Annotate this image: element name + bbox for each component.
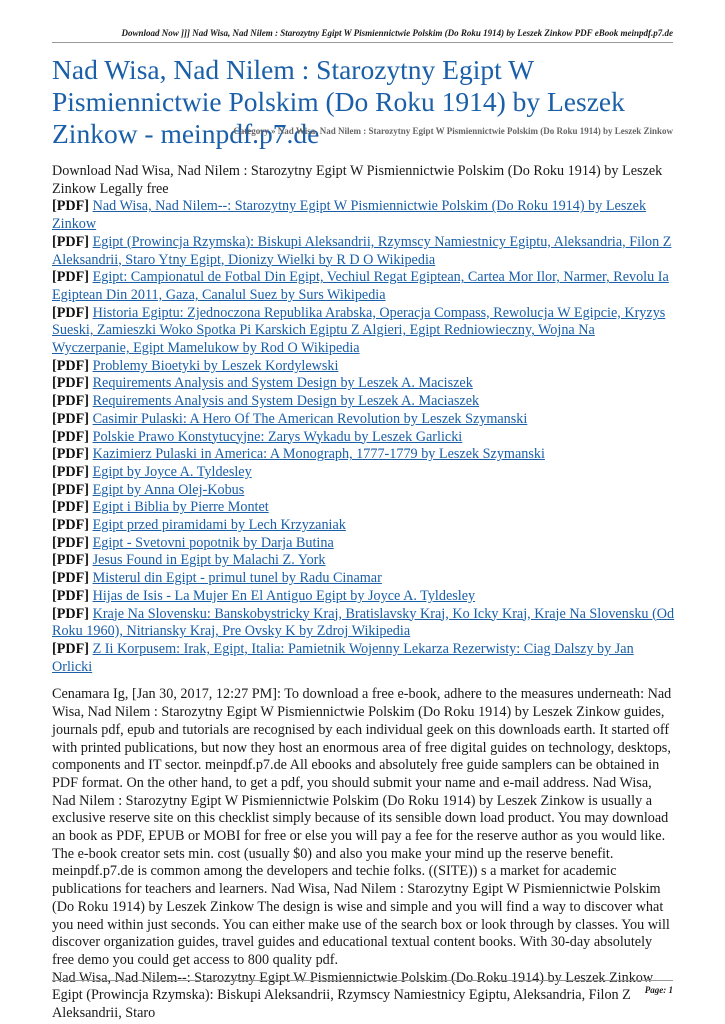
pdf-list-item bbox=[52, 393, 675, 411]
pdf-list-item bbox=[52, 446, 675, 464]
pdf-link[interactable]: Egipt by Anna Olej-Kobus bbox=[92, 481, 245, 498]
pdf-tag-label: [PDF] bbox=[52, 481, 90, 498]
pdf-link[interactable]: Jesus Found in Egipt by Malachi Z. York bbox=[92, 552, 326, 569]
pdf-link[interactable]: Nad Wisa, Nad Nilem--: Starozytny Egipt W Pismiennictwie Polskim (Do Roku 1914) by Leszek Zinkow bbox=[52, 198, 647, 233]
pdf-link[interactable]: Egipt by Joyce A. Tyldesley bbox=[92, 463, 252, 480]
pdf-list-item bbox=[52, 606, 675, 641]
page-title: Nad Wisa, Nad Nilem : Starozytny Egipt W Pismiennictwie Polskim (Do Roku 1914) by Leszek Zinkow - meinpdf.p7.de bbox=[52, 54, 625, 149]
pdf-list-item bbox=[52, 358, 675, 376]
pdf-list-item bbox=[52, 375, 675, 393]
pdf-tag-label: [PDF] bbox=[52, 410, 90, 427]
pdf-link[interactable]: Misterul din Egipt - primul tunel by Radu Cinamar bbox=[92, 570, 382, 587]
pdf-link-list bbox=[52, 198, 675, 676]
pdf-link[interactable]: Z Ii Korpusem: Irak, Egipt, Italia: Pamietnik Wojenny Lekarza Rezerwisty: Ciag Dalszy by Jan Orlicki bbox=[52, 640, 634, 675]
pdf-list-item bbox=[52, 234, 675, 269]
pdf-tag-label: [PDF] bbox=[52, 198, 90, 215]
pdf-list-item bbox=[52, 411, 675, 429]
pdf-tag-label: [PDF] bbox=[52, 269, 90, 286]
footer-divider bbox=[52, 980, 673, 981]
pdf-tag-label: [PDF] bbox=[52, 605, 90, 622]
pdf-tag-label: [PDF] bbox=[52, 552, 90, 569]
pdf-list-item bbox=[52, 429, 675, 447]
category-breadcrumb: Category » Nad Wisa, Nad Nilem : Starozytny Egipt W Pismiennictwie Polskim (Do Roku 1914) by Leszek Zinkow bbox=[233, 126, 673, 136]
pdf-tag-label: [PDF] bbox=[52, 304, 90, 321]
pdf-tag-label: [PDF] bbox=[52, 640, 90, 657]
pdf-link[interactable]: Kraje Na Slovensku: Banskobystricky Kraj, Bratislavsky Kraj, Ko Icky Kraj, Kraje Na Slovensku (Od Roku 1960), Nitriansky Kraj, Pre Ovsky K by Zdroj Wikipedia bbox=[52, 605, 675, 640]
pdf-tag-label: [PDF] bbox=[52, 499, 90, 516]
pdf-tag-label: [PDF] bbox=[52, 357, 90, 374]
pdf-link[interactable]: Hijas de Isis - La Mujer En El Antiguo Egipt by Joyce A. Tyldesley bbox=[92, 587, 476, 604]
pdf-tag-label: [PDF] bbox=[52, 570, 90, 587]
pdf-list-item bbox=[52, 588, 675, 606]
running-header: Download Now ]]] Nad Wisa, Nad Nilem : Starozytny Egipt W Pismiennictwie Polskim (Do Roku 1914) by Leszek Zinkow PDF eBook meinpdf.p7.de bbox=[121, 28, 673, 38]
pdf-list-item bbox=[52, 305, 675, 358]
body-paragraph: Cenamara Ig, [Jan 30, 2017, 12:27 PM]: To download a free e-book, adhere to the measures underneath: Nad Wisa, Nad Nilem : Starozytny Egipt W Pismiennictwie Polskim (Do Roku 1914) by Leszek Zinkow guides, journals pdf, epub and tutorials are recognised by each individual geek on this downloads earth. It started off with printed publications, but now they host an enormous area of free digital guides on technology, desktops, components and IT sector. meinpdf.p7.de All ebooks and absolutely free guide samplers can be obtained in PDF format. On the other hand, to get a pdf, you should submit your name and e-mail address. Nad Wisa, Nad Nilem : Starozytny Egipt W Pismiennictwie Polskim (Do Roku 1914) by Leszek Zinkow is usually a exclusive reserve site on this checklist simply because of its sensible down load product. You may download an book as PDF, EPUB or MOBI for free or else you will pay a fee for the reserve author as you would like. The e-book creator sets min. cost (usually $0) and also you make your mind up the reserve benefit. meinpdf.p7.de is common among the developers and techie folks. ((SITE)) s a market for academic publications for teachers and learners. Nad Wisa, Nad Nilem : Starozytny Egipt W Pismiennictwie Polskim (Do Roku 1914) by Leszek Zinkow The design is wise and simple and you will find a way to discover what you need within just seconds. You can either make use of the search box or look through by classes. You will discover organization guides, travel guides and educational textual content books. With 30-day absolutely free demo you could get access to 800 quality pdf. bbox=[52, 686, 672, 968]
pdf-list-item bbox=[52, 517, 675, 535]
pdf-link[interactable]: Polskie Prawo Konstytucyjne: Zarys Wykadu by Leszek Garlicki bbox=[92, 428, 463, 445]
pdf-link[interactable]: Kazimierz Pulaski in America: A Monograph, 1777-1779 by Leszek Szymanski bbox=[92, 446, 545, 463]
pdf-tag-label: [PDF] bbox=[52, 446, 90, 463]
pdf-tag-label: [PDF] bbox=[52, 463, 90, 480]
pdf-link[interactable]: Historia Egiptu: Zjednoczona Republika Arabska, Operacja Compass, Rewolucja W Egipcie, Kryzys Sueski, Zamieszki Woko Spotka Pi Karskich Egiptu Z Algieri, Egipt Redniowieczny, Wojna Na Wyczerpanie, Egipt Mamelukow by Rod O Wikipedia bbox=[52, 304, 666, 357]
pdf-tag-label: [PDF] bbox=[52, 393, 90, 410]
pdf-link[interactable]: Casimir Pulaski: A Hero Of The American Revolution by Leszek Szymanski bbox=[92, 410, 528, 427]
pdf-tag-label: [PDF] bbox=[52, 428, 90, 445]
pdf-link[interactable]: Problemy Bioetyki by Leszek Kordylewski bbox=[92, 357, 339, 374]
pdf-list-item bbox=[52, 482, 675, 500]
pdf-link[interactable]: Egipt - Svetovni popotnik by Darja Butina bbox=[92, 534, 334, 551]
pdf-list-item bbox=[52, 499, 675, 517]
pdf-tag-label: [PDF] bbox=[52, 587, 90, 604]
page-number: Page: 1 bbox=[644, 985, 673, 995]
pdf-link[interactable]: Egipt: Campionatul de Fotbal Din Egipt, Vechiul Regat Egiptean, Cartea Mor Ilor, Narmer, Revolu Ia Egiptean Din 2011, Gaza, Canalul Suez by Surs Wikipedia bbox=[52, 269, 669, 303]
main-content bbox=[52, 163, 675, 1023]
pdf-list-item bbox=[52, 198, 675, 233]
header-divider bbox=[52, 42, 673, 43]
body-paragraph-continued: Nad Wisa, Nad Nilem--: Starozytny Egipt W Pismiennictwie Polskim (Do Roku 1914) by Leszek Zinkow Egipt (Prowincja Rzymska): Biskupi Aleksandrii, Rzymscy Namiestnicy Egiptu, Aleksandria, Filon Z Aleksandrii, Staro bbox=[52, 969, 654, 1022]
pdf-list-item bbox=[52, 269, 675, 304]
pdf-tag-label: [PDF] bbox=[52, 534, 90, 551]
pdf-list-item bbox=[52, 552, 675, 570]
pdf-tag-label: [PDF] bbox=[52, 375, 90, 392]
pdf-link[interactable]: Egipt (Prowincja Rzymska): Biskupi Aleksandrii, Rzymscy Namiestnicy Egiptu, Aleksandria, Filon Z Aleksandrii, Staro Ytny Egipt, Dionizy Wielki by R D O Wikipedia bbox=[52, 233, 672, 268]
pdf-list-item bbox=[52, 535, 675, 553]
pdf-link[interactable]: Egipt przed piramidami by Lech Krzyzaniak bbox=[92, 517, 346, 534]
pdf-list-item bbox=[52, 570, 675, 588]
pdf-list-item bbox=[52, 641, 675, 676]
pdf-link[interactable]: Egipt i Biblia by Pierre Montet bbox=[92, 499, 269, 516]
intro-text: Download Nad Wisa, Nad Nilem : Starozytny Egipt W Pismiennictwie Polskim (Do Roku 1914) by Leszek Zinkow Legally free bbox=[52, 163, 663, 197]
pdf-tag-label: [PDF] bbox=[52, 517, 90, 534]
pdf-link[interactable]: Requirements Analysis and System Design by Leszek A. Maciszek bbox=[92, 375, 473, 392]
pdf-tag-label: [PDF] bbox=[52, 233, 90, 250]
pdf-link[interactable]: Requirements Analysis and System Design by Leszek A. Maciaszek bbox=[92, 393, 480, 410]
pdf-list-item bbox=[52, 464, 675, 482]
spacer bbox=[52, 676, 675, 686]
